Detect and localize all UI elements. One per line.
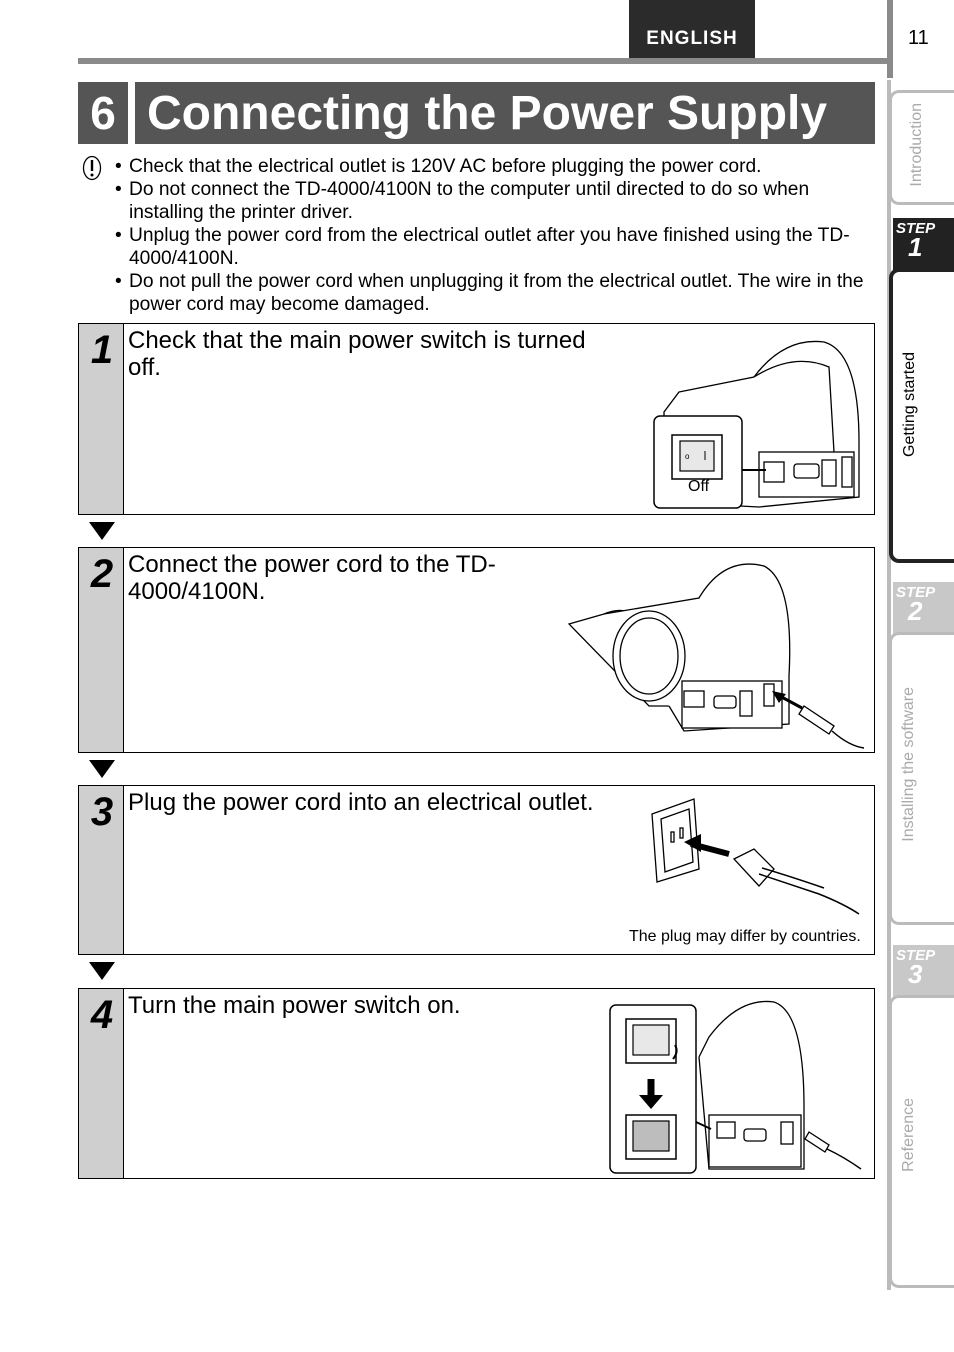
step-tab-number: 3 <box>908 959 923 989</box>
step-instruction: Connect the power cord to the TD-4000/4100N. <box>128 551 496 605</box>
header-rule <box>78 58 890 64</box>
step-word: STEP <box>896 220 936 237</box>
step-instruction: Turn the main power switch on. <box>128 992 461 1019</box>
step-3-panel <box>889 995 954 1288</box>
tab-step-1-label: Getting started <box>901 352 918 457</box>
section-number: 6 <box>78 82 128 144</box>
svg-text:o: o <box>685 452 690 461</box>
outlet-plug-illustration <box>649 794 864 919</box>
tab-introduction-label: Introduction <box>908 103 925 187</box>
step-1-panel <box>889 268 954 563</box>
step-4-box <box>78 988 875 1179</box>
step-instruction: Plug the power cord into an electrical outlet. <box>128 789 594 816</box>
step-word: STEP <box>896 584 936 601</box>
caution-item: • Do not connect the TD-4000/4100N to the computer until directed to do so when installing the printer driver. <box>115 178 875 224</box>
step-tab-number: 2 <box>908 596 923 626</box>
next-step-arrow <box>89 760 115 778</box>
step-word: STEP <box>896 947 936 964</box>
tab-step-2[interactable] <box>893 582 954 634</box>
illustration-caption: The plug may differ by countries. <box>629 928 861 945</box>
caution-item: • Do not pull the power cord when unplugging it from the electrical outlet. The wire in the power cord may become damaged. <box>115 270 875 316</box>
language-tab <box>629 0 755 58</box>
next-step-arrow <box>89 522 115 540</box>
caution-item: • Check that the electrical outlet is 120V AC before plugging the power cord. <box>115 155 875 178</box>
language-label: ENGLISH <box>646 28 738 49</box>
step-number: 1 <box>90 328 114 372</box>
step-2-panel <box>889 632 954 925</box>
illustration-caption: Off <box>688 478 710 495</box>
page-number: 11 <box>908 27 929 49</box>
tab-step-3[interactable] <box>893 945 954 997</box>
header-divider <box>887 0 893 78</box>
page-title: Connecting the Power Supply <box>135 82 875 144</box>
tab-step-1[interactable] <box>893 218 954 270</box>
tab-step-3-label: Reference <box>900 1098 917 1172</box>
caution-icon <box>82 155 102 181</box>
step-number: 2 <box>90 552 114 596</box>
tab-step-2-label: Installing the software <box>900 687 917 842</box>
step-3-box <box>78 785 875 955</box>
printer-switch-illustration <box>644 332 869 510</box>
step-2-box <box>78 547 875 753</box>
caution-list <box>115 155 875 316</box>
power-on-illustration <box>599 997 869 1177</box>
next-step-arrow <box>89 962 115 980</box>
printer-cord-illustration <box>564 556 869 751</box>
caution-item: • Unplug the power cord from the electrical outlet after you have finished using the TD-4000/4100N. <box>115 224 875 270</box>
step-number: 3 <box>90 790 114 834</box>
tab-introduction[interactable] <box>889 90 954 205</box>
step-number: 4 <box>90 993 114 1037</box>
step-1-box <box>78 323 875 515</box>
step-tab-number: 1 <box>908 232 923 262</box>
step-instruction: Check that the main power switch is turned off. <box>128 327 586 381</box>
